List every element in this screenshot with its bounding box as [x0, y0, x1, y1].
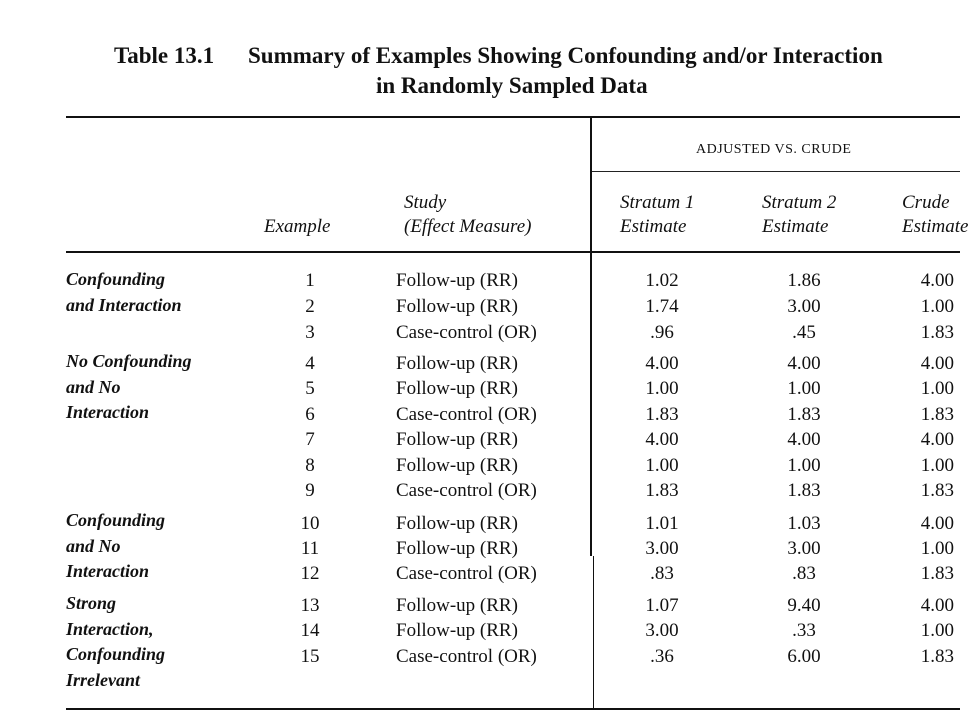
- group-label: [66, 591, 165, 693]
- cell-crude: 1.83: [920, 563, 954, 584]
- cell-stratum1: 3.00: [645, 538, 679, 559]
- cell-stratum1: 1.00: [645, 378, 679, 399]
- group-label-line: Interaction: [66, 402, 150, 422]
- cell-example: 9: [305, 480, 315, 501]
- header-example: Example: [264, 216, 331, 237]
- cell-example: 8: [305, 455, 315, 476]
- cell-stratum2: .45: [792, 322, 816, 343]
- group-label-line: Confounding: [66, 644, 166, 664]
- cell-stratum2: 1.83: [787, 480, 821, 501]
- cell-example: 14: [300, 620, 320, 641]
- cell-example: 7: [305, 429, 315, 450]
- cell-stratum2: 6.00: [787, 646, 821, 667]
- cell-crude: 1.00: [920, 378, 954, 399]
- cell-stratum2: 1.83: [787, 404, 821, 425]
- header-rule: [66, 251, 960, 253]
- bottom-rule: [66, 708, 960, 710]
- header-effect-measure: (Effect Measure): [404, 216, 532, 237]
- cell-stratum1: 1.02: [645, 270, 679, 291]
- cell-example: 15: [300, 646, 320, 667]
- cell-example: 6: [305, 404, 315, 425]
- cell-example: 12: [300, 563, 320, 584]
- cell-study: Follow-up (RR): [396, 538, 518, 559]
- cell-stratum1: 1.00: [645, 455, 679, 476]
- cell-study: Follow-up (RR): [396, 513, 518, 534]
- cell-example: 2: [305, 296, 315, 317]
- cell-study: Case-control (OR): [396, 322, 537, 343]
- cell-study: Follow-up (RR): [396, 455, 518, 476]
- cell-crude: 4.00: [920, 270, 954, 291]
- group-label-line: Confounding: [66, 269, 166, 289]
- group-label-line: and Interaction: [66, 294, 182, 315]
- cell-stratum2: .33: [792, 620, 816, 641]
- cell-example: 10: [300, 513, 320, 534]
- cell-study: Follow-up (RR): [396, 296, 518, 317]
- cell-stratum1: 1.83: [645, 404, 679, 425]
- cell-stratum1: 1.83: [645, 480, 679, 501]
- cell-study: Case-control (OR): [396, 404, 537, 425]
- cell-crude: 4.00: [920, 429, 954, 450]
- cell-example: 1: [305, 270, 315, 291]
- cell-stratum2: 1.00: [787, 455, 821, 476]
- adjusted-vs-crude-header: ADJUSTED VS. CRUDE: [696, 142, 852, 157]
- cell-example: 4: [305, 353, 315, 374]
- group-label-line: Interaction,: [66, 618, 154, 639]
- group-label: [66, 349, 192, 426]
- adjusted-header-rule: [592, 171, 960, 172]
- cell-stratum1: 4.00: [645, 429, 679, 450]
- group-label-line: Interaction: [66, 561, 150, 581]
- cell-study: Follow-up (RR): [396, 595, 518, 616]
- cell-study: Case-control (OR): [396, 646, 537, 667]
- cell-crude: 1.83: [920, 480, 954, 501]
- cell-study: Follow-up (RR): [396, 378, 518, 399]
- table-number: Table 13.1: [114, 43, 215, 68]
- cell-crude: 1.00: [920, 296, 954, 317]
- cell-crude: 1.83: [920, 404, 954, 425]
- cell-stratum2: 4.00: [787, 429, 821, 450]
- group-label-line: and No: [66, 535, 121, 556]
- header-crude: Crude: [902, 192, 950, 213]
- cell-stratum1: .96: [650, 322, 674, 343]
- cell-stratum1: .36: [650, 646, 674, 667]
- cell-example: 5: [305, 378, 315, 399]
- cell-stratum1: 4.00: [645, 353, 679, 374]
- cell-study: Follow-up (RR): [396, 353, 518, 374]
- cell-study: Follow-up (RR): [396, 429, 518, 450]
- cell-study: Follow-up (RR): [396, 620, 518, 641]
- header-stratum1-estimate: Estimate: [620, 216, 687, 237]
- cell-example: 11: [300, 538, 320, 559]
- cell-crude: 4.00: [920, 595, 954, 616]
- cell-study: Case-control (OR): [396, 480, 537, 501]
- top-rule: [66, 116, 960, 118]
- table-title-line-1: Summary of Examples Showing Confounding and/or Interaction: [248, 43, 883, 68]
- header-stratum2-estimate: Estimate: [762, 216, 829, 237]
- group-label-line: Strong: [66, 593, 117, 613]
- header-stratum2: Stratum 2: [762, 192, 837, 213]
- column-divider-lower: [593, 556, 594, 708]
- cell-stratum2: 3.00: [787, 538, 821, 559]
- group-label-line: Irrelevant: [66, 669, 140, 690]
- cell-crude: 4.00: [920, 513, 954, 534]
- table-title-line-2: in Randomly Sampled Data: [376, 73, 648, 98]
- cell-stratum1: 1.07: [645, 595, 679, 616]
- cell-stratum2: 4.00: [787, 353, 821, 374]
- cell-stratum1: 3.00: [645, 620, 679, 641]
- group-label-line: No Confounding: [66, 351, 192, 371]
- header-crude-estimate: Estimate: [902, 216, 969, 237]
- header-stratum1: Stratum 1: [620, 192, 695, 213]
- cell-example: 3: [305, 322, 315, 343]
- group-label-line: Confounding: [66, 510, 166, 530]
- cell-crude: 1.83: [920, 322, 954, 343]
- group-label-line: and No: [66, 376, 121, 397]
- group-label: [66, 267, 182, 318]
- cell-stratum1: 1.74: [645, 296, 679, 317]
- cell-crude: 1.00: [920, 455, 954, 476]
- column-divider: [590, 118, 592, 556]
- cell-stratum2: 9.40: [787, 595, 821, 616]
- cell-crude: 4.00: [920, 353, 954, 374]
- group-label: [66, 508, 165, 585]
- cell-stratum2: 1.86: [787, 270, 821, 291]
- cell-study: Case-control (OR): [396, 563, 537, 584]
- cell-stratum2: 1.03: [787, 513, 821, 534]
- cell-stratum2: 3.00: [787, 296, 821, 317]
- cell-crude: 1.83: [920, 646, 954, 667]
- cell-stratum2: .83: [792, 563, 816, 584]
- cell-example: 13: [300, 595, 320, 616]
- cell-stratum1: 1.01: [645, 513, 679, 534]
- cell-crude: 1.00: [920, 538, 954, 559]
- cell-stratum2: 1.00: [787, 378, 821, 399]
- cell-stratum1: .83: [650, 563, 674, 584]
- cell-study: Follow-up (RR): [396, 270, 518, 291]
- header-study: Study: [404, 192, 447, 213]
- cell-crude: 1.00: [920, 620, 954, 641]
